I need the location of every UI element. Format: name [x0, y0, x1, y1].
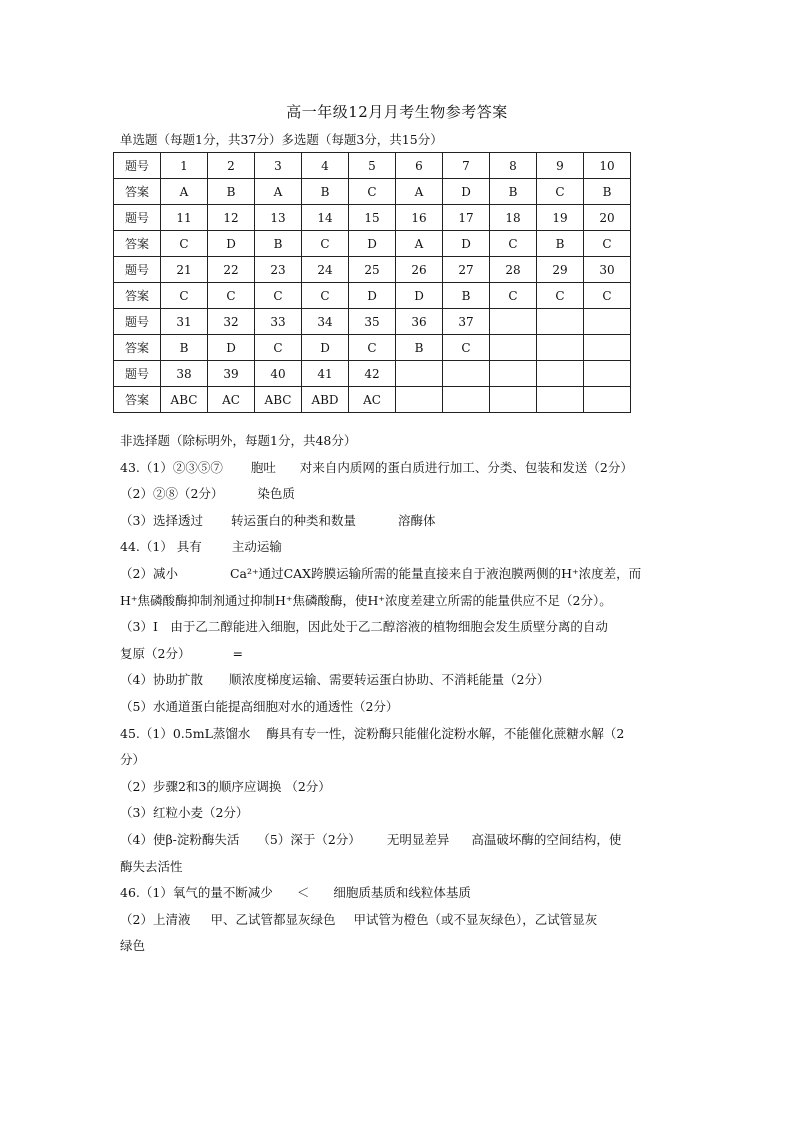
answer-line: [120, 508, 680, 535]
table-cell: 3: [255, 153, 302, 179]
table-cell: B: [537, 231, 584, 257]
answer-line: [120, 481, 680, 508]
answer-line: [120, 880, 680, 907]
answer-segment: 绿色: [120, 938, 146, 954]
table-row: [114, 361, 631, 387]
table-cell: 33: [255, 309, 302, 335]
answer-segment: （3）Ⅰ 由于乙二醇能进入细胞，因此处于乙二醇溶液的植物细胞会发生质壁分离的自动: [120, 619, 608, 635]
row-header-cell: 答案: [114, 283, 161, 309]
table-cell: ABC: [255, 387, 302, 413]
row-header-cell: 答案: [114, 179, 161, 205]
answer-segment: （4）协助扩散: [120, 672, 203, 688]
row-header-cell: 答案: [114, 387, 161, 413]
row-header-cell: 题号: [114, 361, 161, 387]
answer-line: [120, 534, 680, 561]
answer-line: [120, 428, 680, 455]
answer-segment: 对来自内质网的蛋白质进行加工、分类、包装和发送（2分）: [299, 459, 633, 475]
section-heading-choice: 单选题（每题1分，共37分）多选题（每题3分，共15分）: [120, 132, 443, 147]
table-cell: C: [537, 283, 584, 309]
table-cell: 4: [302, 153, 349, 179]
answer-line: [120, 721, 680, 748]
answer-segment: （2）步骤2和3的顺序应调换 （2分）: [120, 778, 331, 794]
table-cell: 20: [584, 205, 631, 231]
table-cell: 22: [208, 257, 255, 283]
table-cell: [443, 361, 490, 387]
answer-line: [120, 827, 680, 854]
answer-segment: （2）减小: [120, 565, 178, 581]
table-cell: D: [349, 283, 396, 309]
answer-segment: （4）使β-淀粉酶失活: [120, 831, 240, 847]
answer-line: [120, 800, 680, 827]
table-cell: B: [396, 335, 443, 361]
table-cell: B: [208, 179, 255, 205]
answer-line: [120, 933, 680, 960]
table-cell: 25: [349, 257, 396, 283]
table-cell: C: [584, 231, 631, 257]
table-cell: C: [161, 231, 208, 257]
table-row: [114, 257, 631, 283]
answer-segment: （2）②⑧（2分）: [120, 486, 224, 502]
table-cell: C: [255, 335, 302, 361]
table-cell: D: [349, 231, 396, 257]
answer-line: [120, 667, 680, 694]
table-cell: 34: [302, 309, 349, 335]
answer-segment: 高温破坏酶的空间结构，使: [471, 831, 622, 847]
table-cell: B: [584, 179, 631, 205]
answer-line: [120, 907, 680, 934]
table-cell: 37: [443, 309, 490, 335]
answer-segment: H⁺焦磷酸酶抑制剂通过抑制H⁺焦磷酸酶，使H⁺浓度差建立所需的能量供应不足（2分）。: [120, 592, 612, 608]
row-header-cell: 答案: [114, 231, 161, 257]
table-cell: 29: [537, 257, 584, 283]
answer-line: [120, 694, 680, 721]
table-cell: C: [443, 335, 490, 361]
table-cell: D: [396, 283, 443, 309]
answer-segment: （2）上清液: [120, 911, 191, 927]
table-cell: [584, 387, 631, 413]
table-cell: 32: [208, 309, 255, 335]
table-cell: C: [302, 283, 349, 309]
table-cell: 38: [161, 361, 208, 387]
answer-segment: 44.（1） 具有: [120, 539, 202, 555]
table-cell: 40: [255, 361, 302, 387]
answer-segment: 无明显差异: [386, 831, 450, 847]
table-row: [114, 153, 631, 179]
table-cell: 39: [208, 361, 255, 387]
answer-line: [120, 747, 680, 774]
answer-line: [120, 455, 680, 482]
table-row: [114, 205, 631, 231]
row-header-cell: 题号: [114, 309, 161, 335]
answer-segment: 酶失去活性: [120, 858, 183, 874]
table-row: [114, 231, 631, 257]
answer-line: [120, 774, 680, 801]
table-row: [114, 283, 631, 309]
answer-segment: （3）选择透过: [120, 512, 203, 528]
answer-segment: 主动运输: [231, 539, 282, 555]
answer-segment: 溶酶体: [397, 512, 436, 528]
table-cell: 12: [208, 205, 255, 231]
table-cell: C: [349, 335, 396, 361]
table-cell: 27: [443, 257, 490, 283]
answer-line: [120, 588, 680, 615]
table-cell: 19: [537, 205, 584, 231]
answer-segment: Ca²⁺通过CAX跨膜运输所需的能量直接来自于液泡膜两侧的H⁺浓度差，而: [229, 565, 642, 581]
table-cell: 9: [537, 153, 584, 179]
table-cell: [537, 335, 584, 361]
table-cell: 21: [161, 257, 208, 283]
table-cell: 10: [584, 153, 631, 179]
answer-line: [120, 614, 680, 641]
table-cell: 6: [396, 153, 443, 179]
table-cell: B: [302, 179, 349, 205]
table-cell: 8: [490, 153, 537, 179]
answer-segment: 染色质: [257, 486, 295, 502]
table-cell: D: [208, 335, 255, 361]
table-cell: [396, 387, 443, 413]
table-cell: [537, 309, 584, 335]
table-cell: D: [208, 231, 255, 257]
table-cell: [490, 335, 537, 361]
table-cell: A: [255, 179, 302, 205]
table-cell: 14: [302, 205, 349, 231]
table-row: [114, 179, 631, 205]
answer-segment: 顺浓度梯度运输、需要转运蛋白协助、不消耗能量（2分）: [228, 672, 550, 688]
answer-segment: 胞吐: [250, 459, 276, 475]
answer-table: [113, 152, 631, 413]
answer-segment: 转运蛋白的种类和数量: [230, 512, 356, 528]
table-cell: [443, 387, 490, 413]
table-cell: 35: [349, 309, 396, 335]
table-cell: 23: [255, 257, 302, 283]
table-cell: A: [161, 179, 208, 205]
table-cell: 41: [302, 361, 349, 387]
answer-segment: 46.（1）氧气的量不断减少: [120, 885, 273, 901]
answer-segment: 复原（2分）: [120, 645, 191, 661]
table-cell: 31: [161, 309, 208, 335]
table-cell: [537, 361, 584, 387]
answers-free-response: [120, 428, 680, 960]
table-cell: D: [443, 179, 490, 205]
table-cell: [584, 309, 631, 335]
table-cell: AC: [349, 387, 396, 413]
table-cell: [490, 309, 537, 335]
answer-line: [120, 561, 680, 588]
table-cell: 26: [396, 257, 443, 283]
table-cell: C: [208, 283, 255, 309]
table-cell: 15: [349, 205, 396, 231]
table-row: [114, 387, 631, 413]
table-cell: [490, 361, 537, 387]
row-header-cell: 题号: [114, 257, 161, 283]
table-cell: C: [490, 231, 537, 257]
answer-segment: 43.（1）②③⑤⑦: [120, 459, 223, 475]
answer-segment: 酶具有专一性，淀粉酶只能催化淀粉水解，不能催化蔗糖水解（2: [266, 725, 625, 741]
table-cell: 11: [161, 205, 208, 231]
table-cell: 30: [584, 257, 631, 283]
table-cell: [584, 361, 631, 387]
answer-segment: 甲、乙试管都显灰绿色: [210, 911, 336, 927]
table-cell: C: [584, 283, 631, 309]
table-cell: A: [396, 179, 443, 205]
row-header-cell: 答案: [114, 335, 161, 361]
answer-line: [120, 641, 680, 668]
table-cell: 13: [255, 205, 302, 231]
table-cell: D: [443, 231, 490, 257]
answer-segment: （5）深于（2分）: [257, 831, 361, 847]
table-cell: 42: [349, 361, 396, 387]
table-row: [114, 335, 631, 361]
table-cell: B: [161, 335, 208, 361]
answer-segment: 细胞质基质和线粒体基质: [333, 885, 471, 901]
table-cell: A: [396, 231, 443, 257]
table-row: [114, 309, 631, 335]
row-header-cell: 题号: [114, 205, 161, 231]
table-cell: C: [537, 179, 584, 205]
answer-segment: ＜: [296, 885, 310, 901]
answer-segment: 非选择题（除标明外，每题1分，共48分）: [120, 433, 357, 448]
table-cell: 1: [161, 153, 208, 179]
answer-segment: （3）红粒小麦（2分）: [120, 805, 249, 821]
answer-segment: 分）: [120, 752, 146, 768]
table-cell: 28: [490, 257, 537, 283]
table-cell: AC: [208, 387, 255, 413]
table-cell: B: [255, 231, 302, 257]
table-cell: 24: [302, 257, 349, 283]
table-cell: 7: [443, 153, 490, 179]
page-title: 高一年级12月月考生物参考答案: [286, 103, 508, 121]
table-cell: ABC: [161, 387, 208, 413]
table-cell: [490, 387, 537, 413]
table-cell: 16: [396, 205, 443, 231]
table-cell: 17: [443, 205, 490, 231]
table-cell: 18: [490, 205, 537, 231]
table-cell: B: [443, 283, 490, 309]
answer-segment: （5）水通道蛋白能提高细胞对水的通透性（2分）: [120, 698, 399, 714]
table-cell: C: [255, 283, 302, 309]
answer-line: [120, 854, 680, 881]
table-cell: 36: [396, 309, 443, 335]
answer-segment: =: [232, 645, 243, 661]
row-header-cell: 题号: [114, 153, 161, 179]
table-cell: [396, 361, 443, 387]
table-cell: C: [302, 231, 349, 257]
answer-segment: 甲试管为橙色（或不显灰绿色），乙试管显灰: [353, 911, 598, 927]
table-cell: [537, 387, 584, 413]
table-cell: C: [490, 283, 537, 309]
table-cell: C: [349, 179, 396, 205]
table-cell: 2: [208, 153, 255, 179]
table-cell: [584, 335, 631, 361]
table-cell: ABD: [302, 387, 349, 413]
table-cell: C: [161, 283, 208, 309]
table-cell: D: [302, 335, 349, 361]
table-cell: B: [490, 179, 537, 205]
answer-segment: 45.（1）0.5mL蒸馏水: [120, 725, 251, 741]
table-cell: 5: [349, 153, 396, 179]
